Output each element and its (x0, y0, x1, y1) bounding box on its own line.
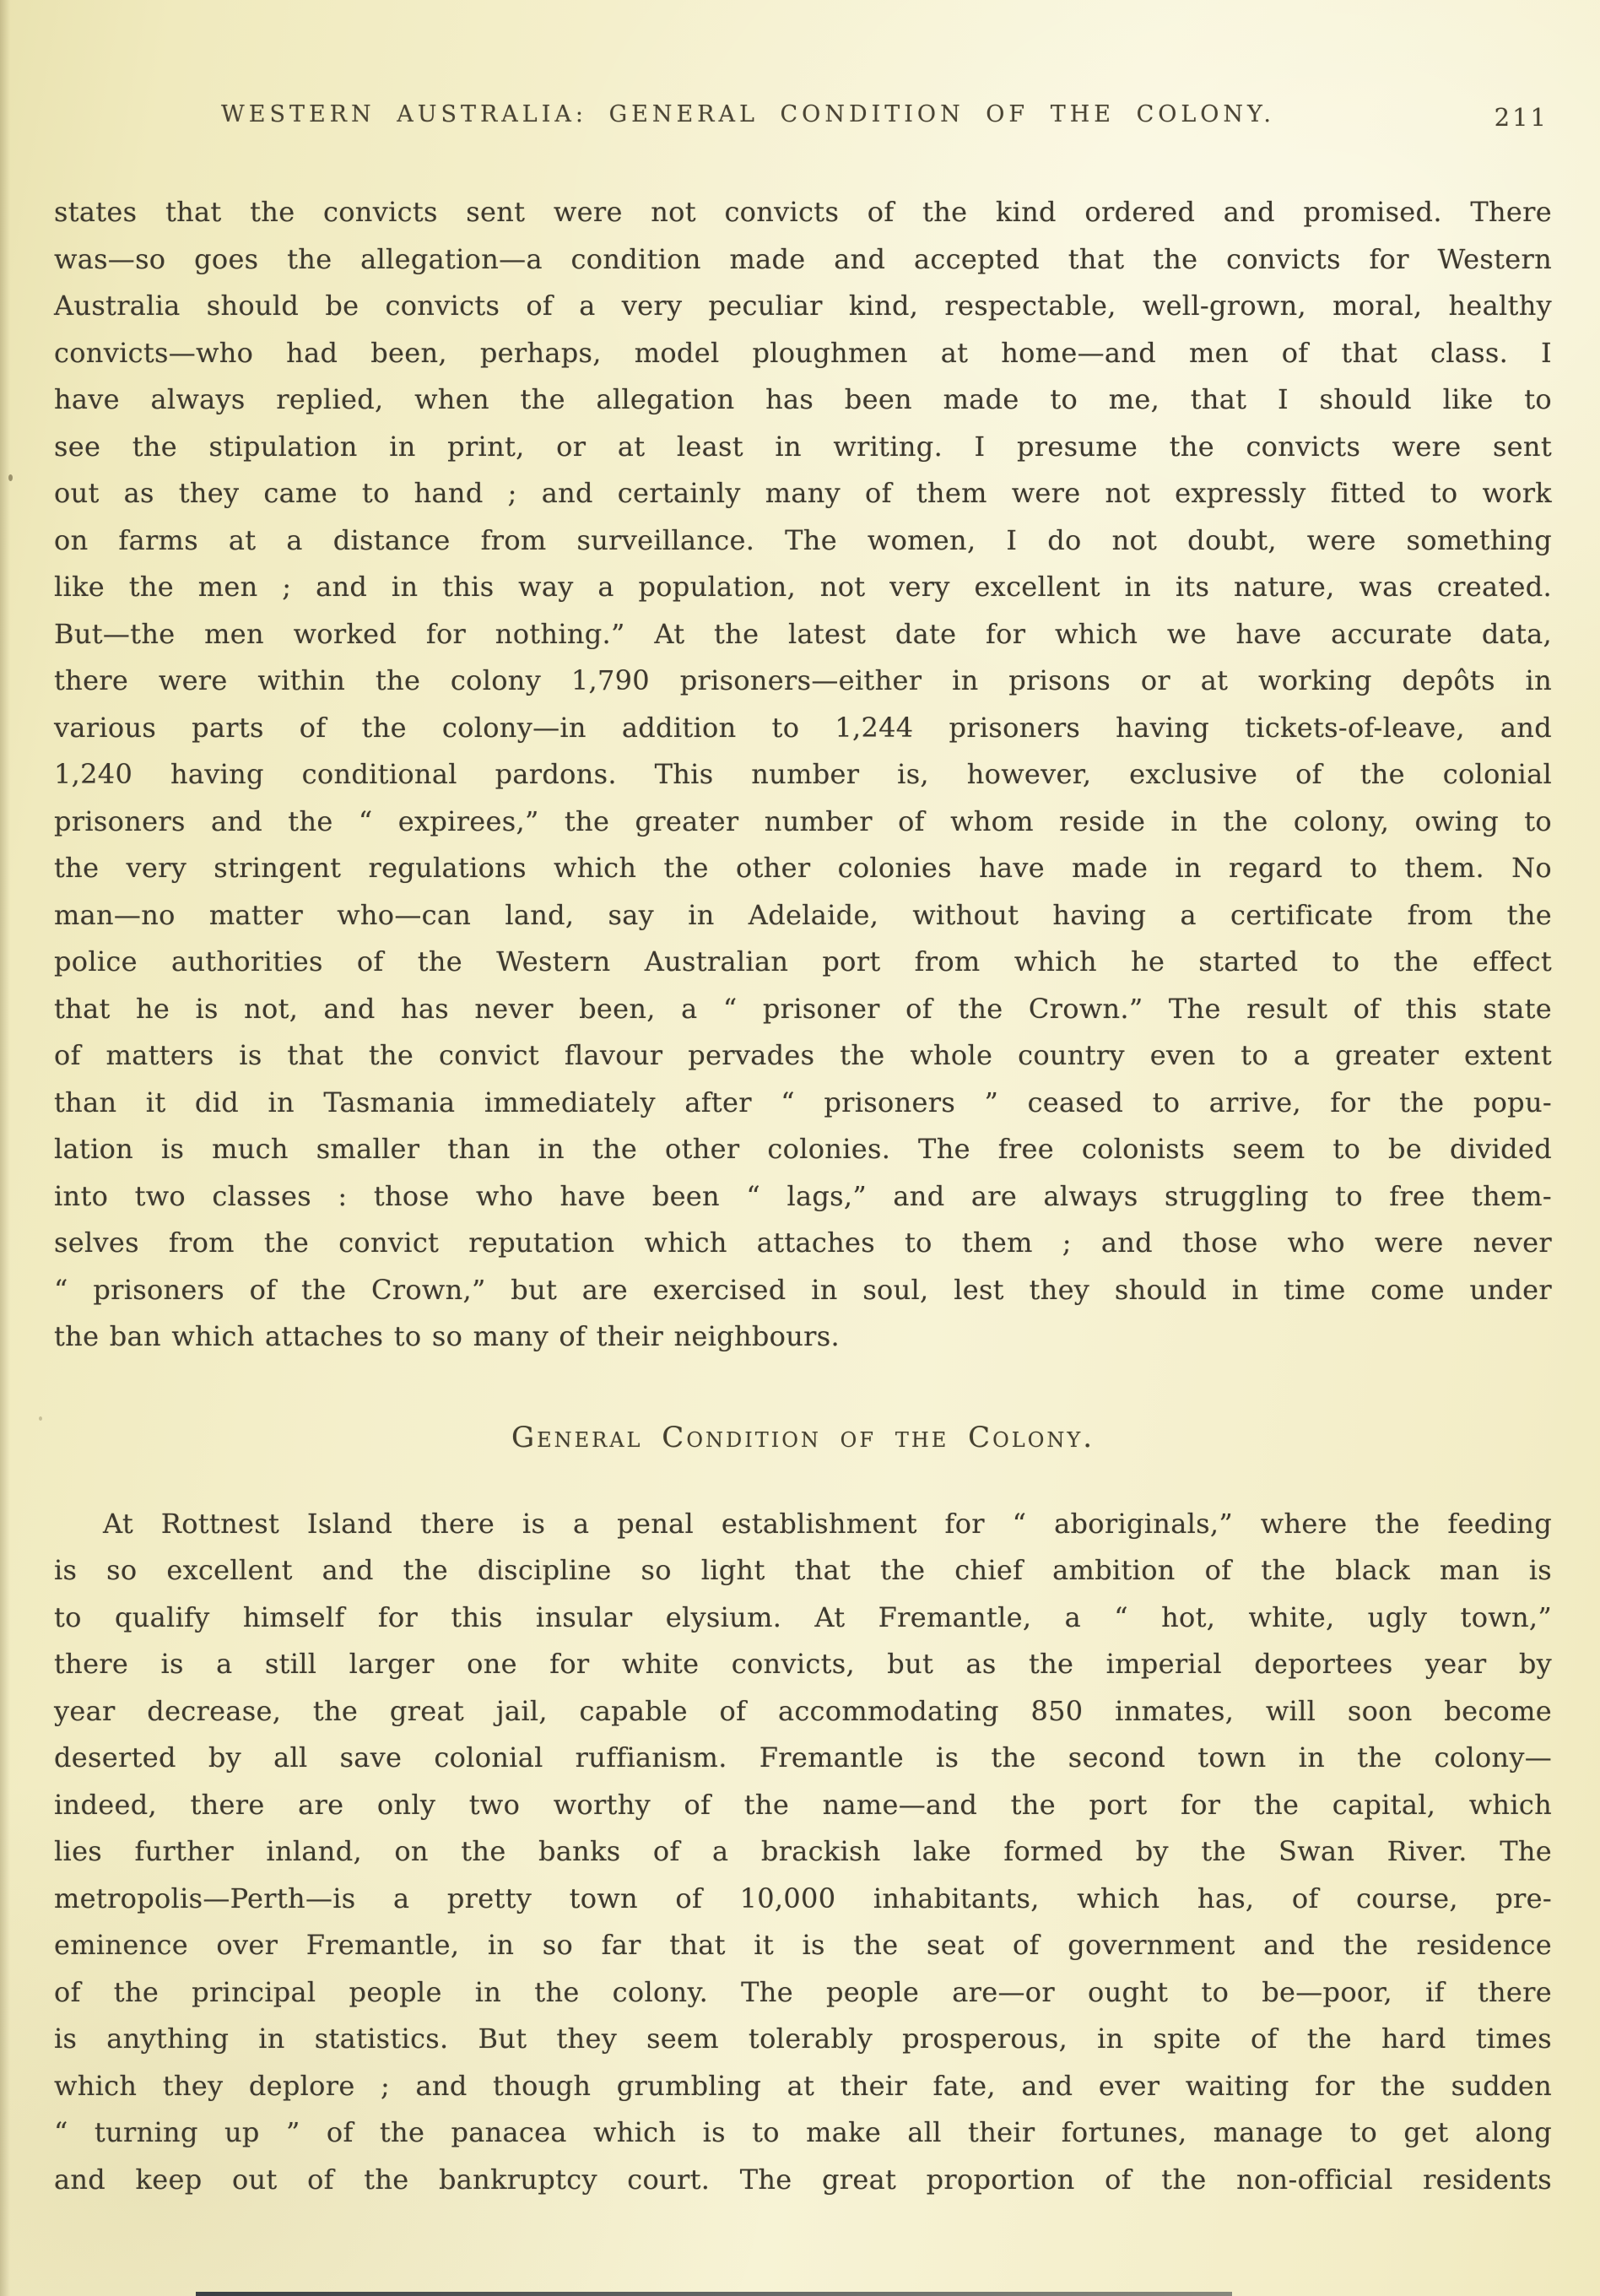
text-line: indeed, there are only two worthy of the name—and the port for the capital, which (54, 1788, 1552, 1821)
page-number: 211 (1494, 103, 1549, 132)
text-line: prisoners and the “ expirees,” the greater number of whom reside in the colony, owing to (54, 804, 1552, 837)
scan-speck (8, 474, 13, 481)
text-line: lation is much smaller than in the other colonies. The free colonists seem to be divided (54, 1133, 1552, 1165)
text-line: deserted by all save colonial ruffianism. Fremantle is the second town in the colony— (54, 1741, 1552, 1773)
text-line: police authorities of the Western Australian port from which he started to the effect (54, 945, 1552, 977)
text-line: But—the men worked for nothing.” At the latest date for which we have accurate data, (54, 617, 1552, 650)
text-line: is anything in statistics. But they seem tolerably prosperous, in spite of the hard times (54, 2023, 1552, 2055)
text-line: there is a still larger one for white convicts, but as the imperial deportees year by (54, 1648, 1552, 1680)
text-line: than it did in Tasmania immediately after “ prisoners ” ceased to arrive, for the popu- (54, 1086, 1552, 1118)
text-line: selves from the convict reputation which attaches to them ; and those who were never (54, 1227, 1552, 1259)
text-line: which they deplore ; and though grumbling at their fate, and ever waiting for the sudden (54, 2069, 1552, 2102)
paragraph-convicts (54, 189, 1552, 1361)
text-line: on farms at a distance from surveillance. The women, I do not doubt, were something (54, 523, 1552, 556)
text-line: see the stipulation in print, or at least in writing. I presume the convicts were sent (54, 430, 1552, 463)
text-line: out as they came to hand ; and certainly many of them were not expressly fitted to work (54, 477, 1552, 509)
text-line: have always replied, when the allegation has been made to me, that I should like to (54, 383, 1552, 415)
text-line: “ prisoners of the Crown,” but are exercised in soul, lest they should in time come under (54, 1273, 1552, 1306)
text-line: man—no matter who—can land, say in Adelaide, without having a certificate from the (54, 898, 1552, 931)
page-header-title: WESTERN AUSTRALIA: GENERAL CONDITION OF THE COLONY. (221, 101, 1275, 127)
text-line: is so excellent and the discipline so light that the chief ambition of the black man is (54, 1554, 1552, 1586)
text-line: that he is not, and has never been, a “ prisoner of the Crown.” The result of this state (54, 992, 1552, 1025)
text-line: lies further inland, on the banks of a brackish lake formed by the Swan River. The (54, 1835, 1552, 1867)
text-line: “ turning up ” of the panacea which is to make all their fortunes, manage to get along (54, 2116, 1552, 2148)
text-line: to qualify himself for this insular elysium. At Fremantle, a “ hot, white, ugly town,” (54, 1600, 1552, 1633)
paragraph-general-condition (54, 1501, 1552, 2204)
text-line: convicts—who had been, perhaps, model ploughmen at home—and men of that class. I (54, 336, 1552, 369)
text-line: of matters is that the convict flavour pervades the whole country even to a greater extent (54, 1039, 1552, 1071)
running-header (54, 101, 1552, 132)
text-line: At Rottnest Island there is a penal establishment for “ aboriginals,” where the feeding (103, 1507, 1552, 1540)
text-line: metropolis—Perth—is a pretty town of 10,000 inhabitants, which has, of course, pre- (54, 1882, 1552, 1914)
text-line: and keep out of the bankruptcy court. The great proportion of the non-official residents (54, 2163, 1552, 2196)
text-line: the ban which attaches to so many of their neighbours. (54, 1320, 840, 1352)
text-line: year decrease, the great jail, capable of accommodating 850 inmates, will soon become (54, 1694, 1552, 1727)
text-line: there were within the colony 1,790 prisoners—either in prisons or at working depôts in (54, 664, 1552, 696)
text-line: various parts of the colony—in addition to 1,244 prisoners having tickets-of-leave, and (54, 711, 1552, 744)
text-block (54, 189, 1552, 2203)
text-line: like the men ; and in this way a population, not very excellent in its nature, was created. (54, 571, 1552, 603)
text-line: was—so goes the allegation—a condition made and accepted that the convicts for Western (54, 242, 1552, 275)
text-line: of the principal people in the colony. The people are—or ought to be—poor, if there (54, 1975, 1552, 2008)
scan-edge-artifact (196, 2292, 1232, 2296)
text-line: Australia should be convicts of a very peculiar kind, respectable, well-grown, moral, healthy (54, 290, 1552, 322)
text-line: the very stringent regulations which the other colonies have made in regard to them. No (54, 852, 1552, 884)
text-line: states that the convicts sent were not convicts of the kind ordered and promised. There (54, 196, 1552, 228)
text-line: into two classes : those who have been “ lags,” and are always struggling to free them- (54, 1179, 1552, 1212)
scan-speck (39, 1416, 42, 1421)
section-heading: General Condition of the Colony. (511, 1420, 1095, 1454)
text-line: eminence over Fremantle, in so far that it is the seat of government and the residence (54, 1929, 1552, 1961)
text-line: 1,240 having conditional pardons. This number is, however, exclusive of the colonial (54, 758, 1552, 790)
